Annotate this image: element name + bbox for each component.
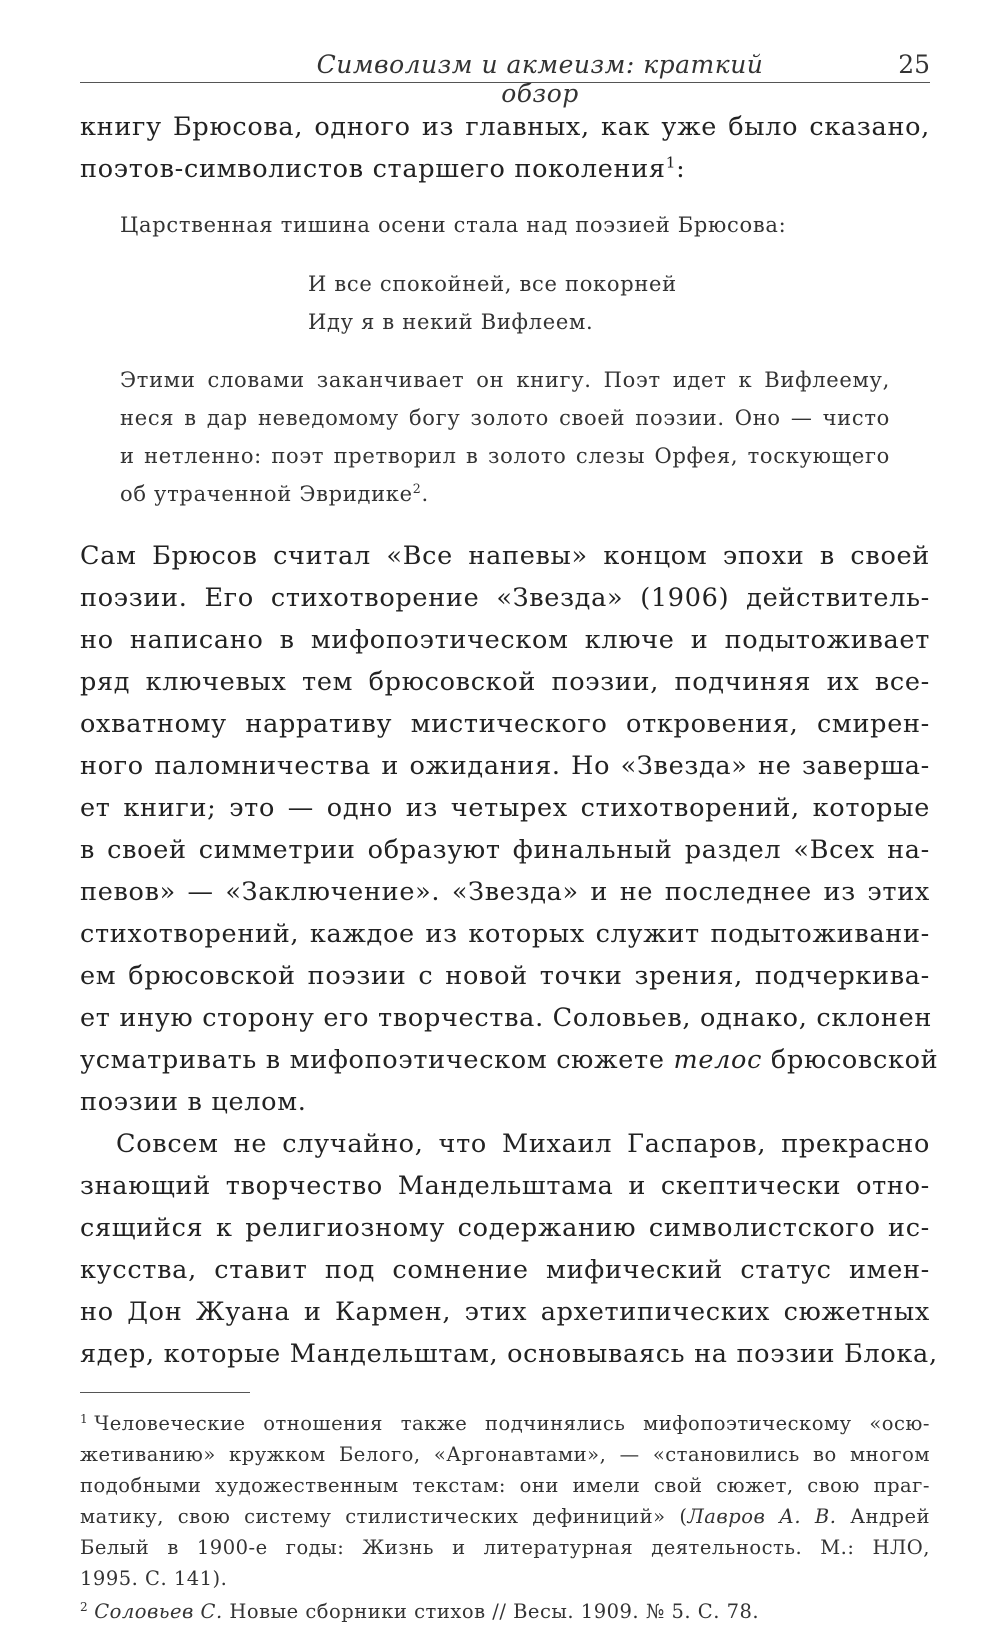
header-rule — [80, 82, 930, 83]
body-text: : — [676, 154, 686, 184]
verse-line: И все спокойней, все покорней — [308, 272, 677, 296]
quote-line: Царственная тишина осени стала над поэзией Брюсова: — [120, 213, 787, 237]
quote-text: . — [421, 482, 429, 506]
body-line: ядер, которые Мандельштам, основываясь на поэзии Блока, — [80, 1339, 938, 1369]
body-line: сящийся к религиозному содержанию символистского ис- — [80, 1213, 930, 1243]
footnote-1-line — [80, 1408, 930, 1439]
footnote-1-line: жетиванию» кружком Белого, «Аргонавтами», — «становились во многом — [80, 1443, 930, 1466]
body-line: стихотворений, каждое из которых служит подытоживани- — [80, 919, 930, 949]
page-header — [80, 44, 930, 108]
body-line: охватному нарративу мистического откровения, смирен- — [80, 709, 930, 739]
body-line: ного паломничества и ожидания. Но «Звезда» не заверша- — [80, 751, 930, 781]
footnote-text: матику, свою систему стилистических дефиниций» ( — [80, 1505, 688, 1528]
footnote-author: Лавров А. В. — [687, 1505, 837, 1528]
emphasis-telos: телос — [673, 1045, 763, 1075]
body-line: поэзии в целом. — [80, 1087, 307, 1117]
body-line: знающий творчество Мандельштама и скептически отно- — [80, 1171, 930, 1201]
footnote-1-line — [80, 1501, 930, 1532]
footnote-1-line: Белый в 1900-е годы: Жизнь и литературная деятельность. М.: НЛО, — [80, 1536, 930, 1559]
body-text: усматривать в мифопоэтическом сюжете — [80, 1045, 674, 1075]
footnote-text: Андрей — [836, 1505, 931, 1528]
body-line — [80, 148, 685, 190]
body-line: певов» — «Заключение». «Звезда» и не последнее из этих — [80, 877, 930, 907]
footnote-1-line: подобными художественным текстам: они имели свой сюжет, свою праг- — [80, 1474, 930, 1497]
body-line: Совсем не случайно, что Михаил Гаспаров, прекрасно — [116, 1129, 930, 1159]
body-line: книгу Брюсова, одного из главных, как уже было сказано, — [80, 112, 930, 142]
body-line: в своей симметрии образуют финальный раздел «Всех на- — [80, 835, 930, 865]
body-line: ет иную сторону его творчества. Соловьев, однако, склонен — [80, 1003, 933, 1033]
body-text: поэтов-символистов старшего поколения — [80, 154, 666, 184]
body-line: кусства, ставит под сомнение мифический статус имен- — [80, 1255, 930, 1285]
footnote-ref-1[interactable]: 1 — [665, 153, 677, 172]
quote-line: Этими словами заканчивает он книгу. Поэт идет к Вифлеему, — [120, 368, 890, 392]
body-line: но написано в мифопоэтическом ключе и подытоживает — [80, 625, 930, 655]
footnote-2-line — [80, 1596, 759, 1627]
body-line: но Дон Жуана и Кармен, этих архетипических сюжетных — [80, 1297, 930, 1327]
footnote-2-mark: 2 — [80, 1599, 89, 1614]
quote-line: и нетленно: поэт претворил в золото слезы Орфея, тоскующего — [120, 444, 890, 468]
footnote-text: Новые сборники стихов // Весы. 1909. № 5. С. 78. — [222, 1600, 760, 1623]
body-line: поэзии. Его стихотворение «Звезда» (1906) действитель- — [80, 583, 930, 613]
footnote-text: Человеческие отношения также подчинялись мифопоэтическому «осю- — [94, 1412, 930, 1435]
body-line — [80, 1039, 939, 1081]
running-title: Символизм и акмеизм: краткий обзор — [316, 50, 764, 108]
body-line: ем брюсовской поэзии с новой точки зрения, подчеркива- — [80, 961, 930, 991]
quote-text: об утраченной Эвридике — [120, 482, 413, 506]
body-line: Сам Брюсов считал «Все напевы» концом эпохи в своей — [80, 541, 930, 571]
body-line: ет книги; это — одно из четырех стихотворений, которые — [80, 793, 930, 823]
footnote-1-mark: 1 — [80, 1411, 89, 1426]
footnote-1-line: 1995. С. 141). — [80, 1567, 228, 1590]
body-text: брюсовской — [762, 1045, 939, 1075]
footnote-ref-2[interactable]: 2 — [412, 481, 422, 496]
quote-line — [120, 475, 429, 513]
footnote-rule — [80, 1392, 250, 1393]
body-line: ряд ключевых тем брюсовской поэзии, подчиняя их все- — [80, 667, 930, 697]
page-number: 25 — [898, 50, 930, 79]
quote-line: неся в дар неведомому богу золото своей поэзии. Оно — чисто — [120, 406, 890, 430]
footnote-author: Соловьев С. — [94, 1600, 223, 1623]
verse-line: Иду я в некий Вифлеем. — [308, 310, 594, 334]
